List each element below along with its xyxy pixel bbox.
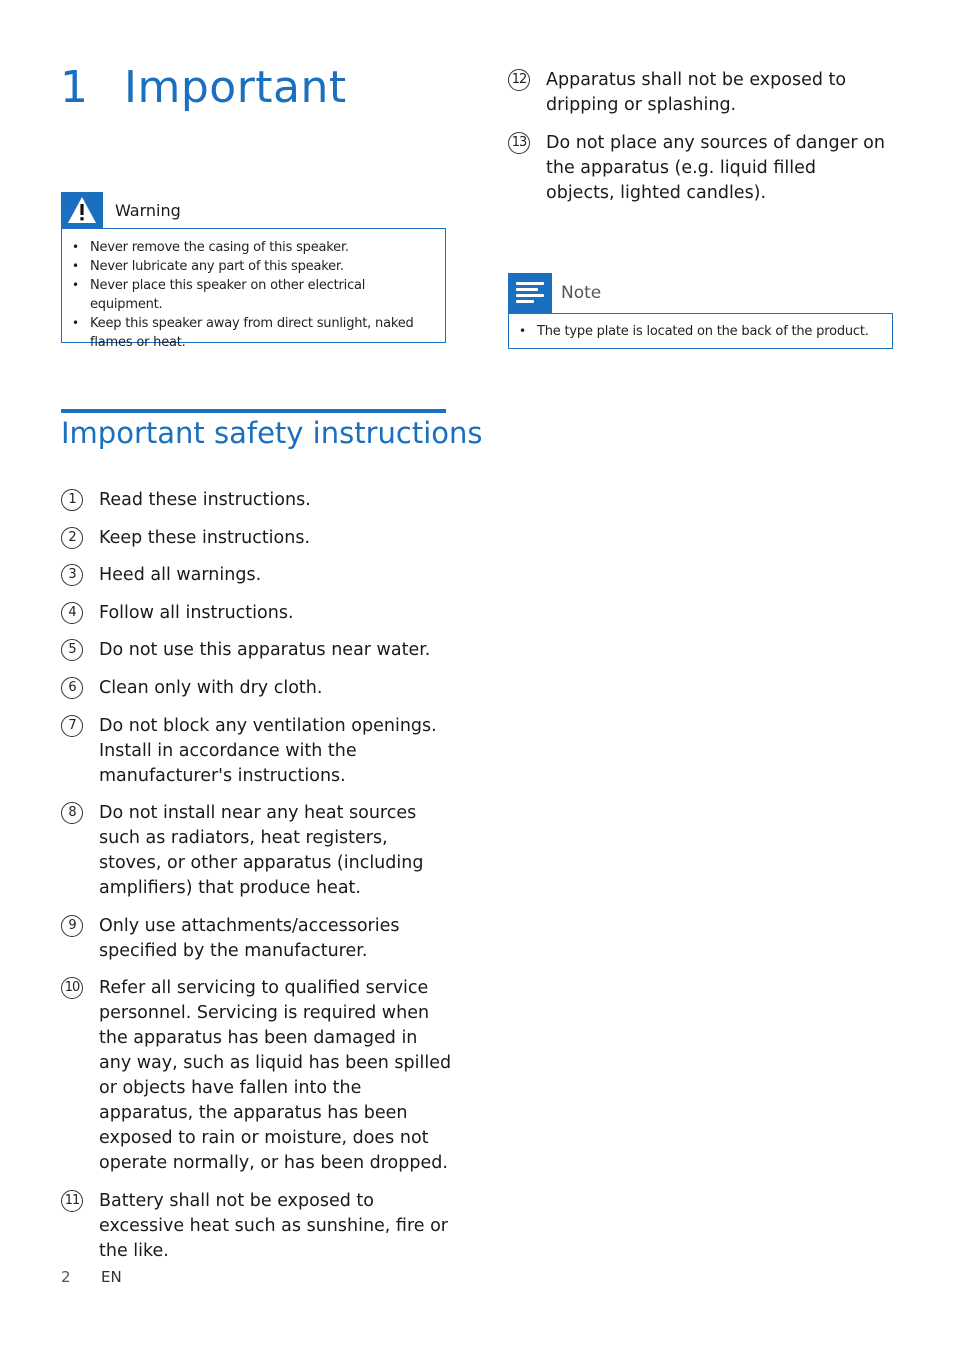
section-title: Important safety instructions [61, 416, 483, 450]
instruction-text: Heed all warnings. [99, 565, 262, 586]
instruction-list [61, 488, 453, 1277]
warning-title: Warning [115, 200, 181, 220]
instruction-item [61, 563, 453, 588]
step-number-badge: 2 [61, 527, 83, 549]
instruction-item [61, 801, 453, 901]
instruction-item [508, 131, 888, 206]
instruction-text: Do not place any sources of danger on the apparatus (e.g. liquid filled objects, lighted candles). [546, 132, 885, 203]
warning-item: • Never remove the casing of this speaker. [72, 238, 437, 257]
instruction-item [61, 526, 453, 551]
instruction-list-continued [508, 68, 888, 218]
instruction-item [61, 914, 453, 964]
step-number-badge: 5 [61, 639, 83, 661]
instruction-text: Battery shall not be exposed to excessive heat such as sunshine, fire or the like. [99, 1190, 448, 1261]
instruction-text: Do not use this apparatus near water. [99, 640, 431, 661]
section-rule [61, 409, 446, 413]
warning-triangle-icon [61, 192, 103, 228]
instruction-item [61, 676, 453, 701]
warning-header [61, 192, 181, 228]
step-number-badge: 11 [61, 1190, 83, 1212]
step-number-badge: 12 [508, 69, 530, 91]
step-number-badge: 9 [61, 915, 83, 937]
instruction-item [508, 68, 888, 118]
instruction-text: Do not install near any heat sources such as radiators, heat registers, stoves, or other apparatus (including amplifiers) that produce heat. [99, 803, 424, 899]
step-number-badge: 4 [61, 602, 83, 624]
note-header [508, 273, 601, 313]
instruction-text: Apparatus shall not be exposed to dripping or splashing. [546, 70, 847, 115]
page-number: 2 [61, 1268, 71, 1286]
instruction-item [61, 1189, 453, 1264]
note-box [508, 313, 893, 349]
instruction-text: Do not block any ventilation openings. Install in accordance with the manufacturer's instructions. [99, 715, 437, 786]
instruction-text: Read these instructions. [99, 490, 311, 510]
step-number-badge: 13 [508, 132, 530, 154]
instruction-item [61, 488, 453, 513]
chapter-number: 1 [60, 62, 89, 113]
warning-item: • Never lubricate any part of this speaker. [72, 257, 437, 276]
note-lines-icon [508, 273, 552, 313]
instruction-text: Keep these instructions. [99, 527, 311, 548]
instruction-text: Follow all instructions. [99, 602, 294, 623]
instruction-item [61, 714, 453, 789]
chapter-heading [60, 62, 347, 113]
step-number-badge: 10 [61, 977, 83, 999]
instruction-item [61, 638, 453, 663]
instruction-text: Clean only with dry cloth. [99, 677, 323, 698]
step-number-badge: 3 [61, 564, 83, 586]
note-item: • The type plate is located on the back of the product. [519, 322, 884, 341]
step-number-badge: 8 [61, 802, 83, 824]
instruction-item [61, 601, 453, 626]
instruction-text: Refer all servicing to qualified service personnel. Servicing is required when the apparatus has been damaged in any way, such as liquid has been spilled or objects have fallen into the apparatus, the apparatus has been exposed to rain or moisture, does not operate normally, or has been dropped. [99, 978, 452, 1174]
warning-item: • Keep this speaker away from direct sunlight, naked flames or heat. [72, 314, 437, 352]
warning-item: • Never place this speaker on other electrical equipment. [72, 276, 437, 314]
chapter-title: Important [124, 62, 347, 113]
note-title: Note [561, 283, 602, 303]
step-number-badge: 6 [61, 677, 83, 699]
page-footer [61, 1268, 122, 1286]
step-number-badge: 7 [61, 715, 83, 737]
language-code: EN [101, 1268, 122, 1286]
instruction-item [61, 976, 453, 1176]
step-number-badge: 1 [61, 489, 83, 511]
instruction-text: Only use attachments/accessories specified by the manufacturer. [99, 915, 400, 961]
warning-box [61, 228, 446, 350]
